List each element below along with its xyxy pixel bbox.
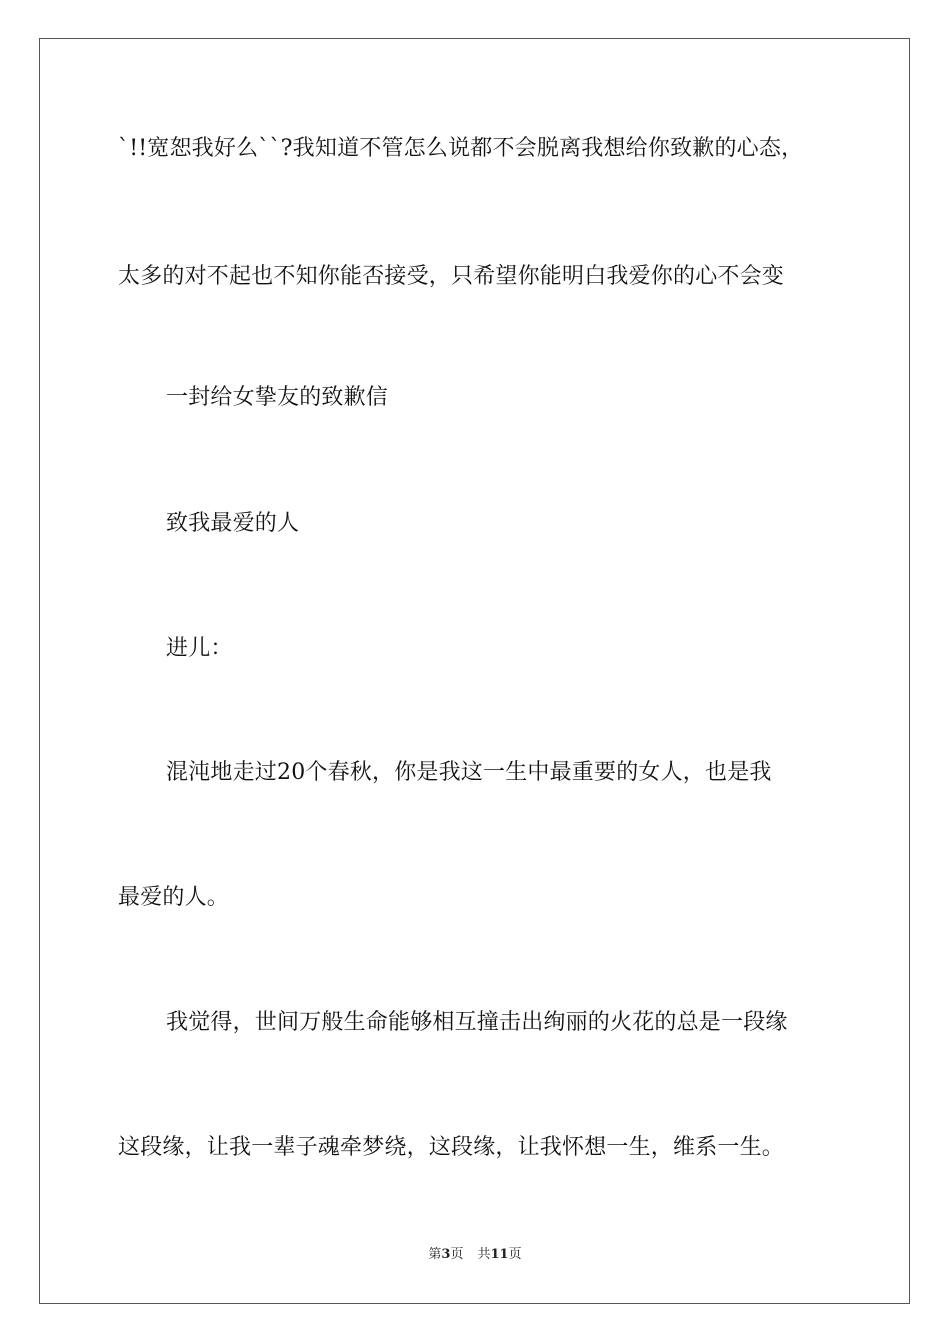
body-line-6: 这段缘，让我一辈子魂牵梦绕，这段缘，让我怀想一生，维系一生。 (118, 1135, 785, 1160)
body-line-1: `!!宽恕我好么``?我知道不管怎么说都不会脱离我想给你致歉的心态， (118, 136, 804, 161)
letter-salutation: 进儿： (166, 636, 233, 661)
page-footer (0, 1246, 950, 1264)
page-suffix: 页 (450, 1247, 464, 1262)
body-line-2: 太多的对不起也不知你能否接受，只希望你能明白我爱你的心不会变 (118, 264, 785, 289)
page-total: 11 (490, 1247, 509, 1262)
body-line-3: 混沌地走过20个春秋，你是我这一生中最重要的女人，也是我 (166, 760, 772, 785)
page-prefix: 第 (428, 1247, 442, 1262)
letter-title: 一封给女挚友的致歉信 (166, 385, 389, 410)
total-suffix: 页 (508, 1247, 522, 1262)
body-line-4: 最爱的人。 (118, 885, 230, 910)
letter-dedication: 致我最爱的人 (166, 511, 300, 536)
page-current: 3 (441, 1247, 451, 1262)
total-prefix: 共 (477, 1247, 491, 1262)
page-border (39, 38, 910, 1304)
body-line-5: 我觉得，世间万般生命能够相互撞击出绚丽的火花的总是一段缘 (166, 1010, 788, 1035)
